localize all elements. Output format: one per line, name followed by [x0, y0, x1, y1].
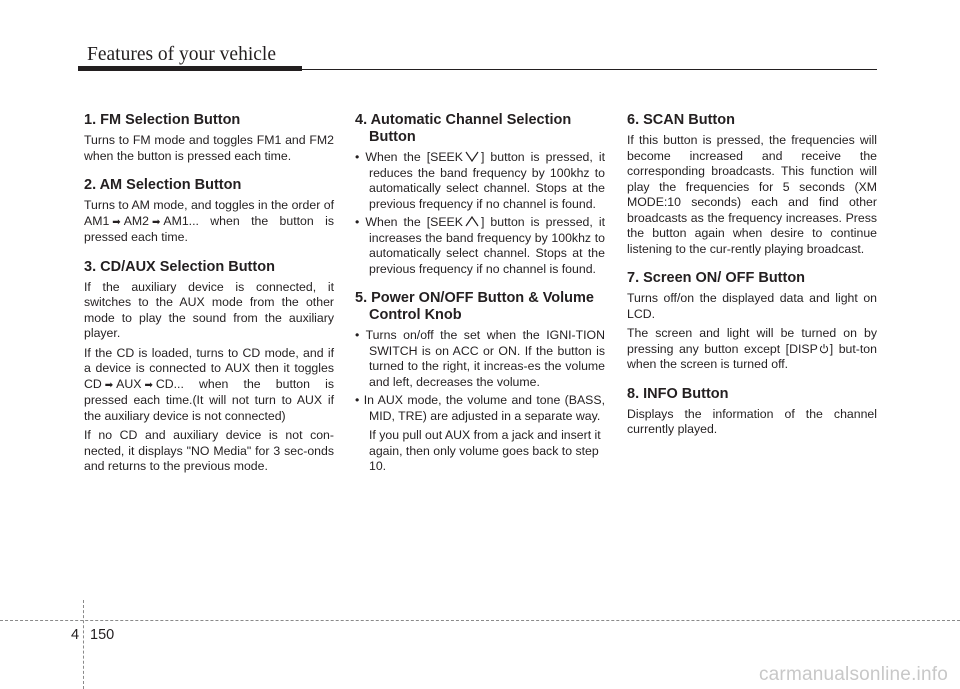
section-title-am: 2. AM Selection Button [84, 177, 242, 193]
section-title-cdaux: 3. CD/AUX Selection Button [84, 258, 275, 275]
section-title-fm: 1. FM Selection Button [84, 112, 241, 128]
section-text-am: Turns to AM mode, and toggles in the order of AM1 ➡ AM2 ➡ AM1... when the button is pressed each time. [84, 198, 334, 244]
section-title-info: 8. INFO Button [627, 385, 729, 402]
section-title-screen: 7. Screen ON/ OFF Button [627, 270, 806, 286]
watermark: carmanualsonline.info [758, 664, 948, 685]
seek-down-chevron-icon [464, 151, 480, 162]
list-item: • When the [SEEK ] button is pressed, it increases the band frequency by 100khz to automatically select channel. Stops at the previous frequency if no channel is found. [355, 215, 605, 276]
page-number: 150 [90, 627, 115, 643]
footer-rule [0, 620, 960, 621]
seek-bullets [355, 150, 605, 277]
section-screen [627, 270, 877, 373]
section-text-scan: If this button is pressed, the frequencies will become increased and receive the corresponding broadcasts. This function will play the frequencies for 5 seconds (XM MODE:10 seconds) each and find other broadcasts as the frequency increases. Press the button again when desire to continue listening to the cur-rently playing broadcast. [627, 133, 877, 256]
arrow-right-icon: ➡ [112, 216, 121, 228]
power-icon [819, 343, 829, 354]
section-cdaux [84, 259, 334, 475]
column-3 [627, 112, 877, 451]
section-title-scan: 6. SCAN Button [627, 112, 735, 128]
column-1 [84, 112, 334, 488]
column-2 [355, 112, 605, 488]
section-text-screen-2: The screen and light will be turned on by pressing any button except [DISP ] but-ton when the screen is turned off. [627, 326, 877, 371]
seek-up-chevron-icon [464, 216, 480, 227]
arrow-right-icon: ➡ [144, 379, 153, 391]
power-bullets [355, 328, 605, 424]
list-item: • When the [SEEK ] button is pressed, it reduces the band frequency by 100khz to automatically select channel. Stops at the previous frequency if no channel is found. [355, 150, 605, 211]
section-text-cdaux-2: If the CD is loaded, turns to CD mode, and if a device is connected to AUX then it toggles CD ➡ AUX ➡ CD... when the button is pressed each time.(It will not turn to AUX if the auxiliary device is not connected) [84, 345, 334, 423]
section-text-screen-1: Turns off/on the displayed data and light on LCD. [627, 291, 877, 321]
header-thin-rule [302, 69, 877, 70]
list-item: • In AUX mode, the volume and tone (BASS, MID, TRE) are adjusted in a separate way. [355, 393, 605, 423]
section-text-cdaux-3: If no CD and auxiliary device is not con-nected, it displays "NO Media" for 3 sec-onds and returns to the previous mode. [84, 428, 334, 473]
section-scan [627, 112, 877, 257]
power-bullet-continuation: If you pull out AUX from a jack and insert it again, then only volume goes back to step 10. [369, 428, 601, 473]
header-title: Features of your vehicle [87, 44, 276, 65]
list-item: • Turns on/off the set when the IGNI-TION SWITCH is on ACC or ON. If the button is turned to the right, it increas-es the volume and left, decreases the volume. [355, 328, 605, 389]
arrow-right-icon: ➡ [104, 379, 114, 391]
chapter-number: 4 [71, 627, 80, 643]
section-text-info: Displays the information of the channel currently played. [627, 406, 877, 436]
header-thick-rule [78, 66, 302, 71]
arrow-right-icon: ➡ [151, 216, 161, 228]
section-text-cdaux-1: If the auxiliary device is connected, it switches to the AUX mode from the other mode to play the sound from the auxiliary player. [84, 279, 334, 340]
section-info [627, 386, 877, 438]
section-fm [84, 112, 334, 164]
footer-divider [83, 600, 84, 689]
section-title-seek: 4. Automatic Channel Selection Button [355, 112, 572, 145]
section-title-power: 5. Power ON/OFF Button & Volume Control Knob [355, 290, 594, 323]
section-power [355, 290, 605, 475]
section-am [84, 177, 334, 246]
section-seek [355, 112, 605, 277]
section-text-fm: Turns to FM mode and toggles FM1 and FM2 when the button is pressed each time. [84, 133, 334, 163]
